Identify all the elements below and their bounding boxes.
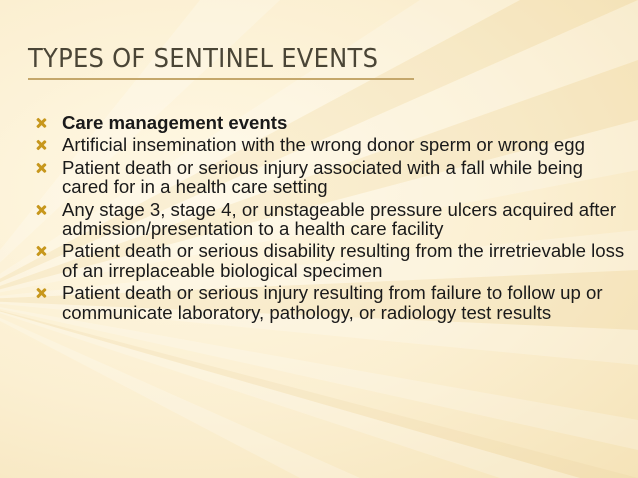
bullet-text: Care management events <box>62 112 288 133</box>
bullet-item <box>36 135 626 154</box>
x-mark-icon <box>36 140 46 150</box>
x-mark-icon <box>36 246 46 256</box>
bullet-text: Patient death or serious disability resulting from the irretrievable loss of an irreplaceable biological specimen <box>62 240 625 281</box>
bullet-text: Patient death or serious injury associated with a fall while being cared for in a health care setting <box>62 156 583 198</box>
bullet-item <box>36 241 626 280</box>
bullet-item <box>36 200 626 239</box>
bullet-item <box>36 113 626 132</box>
bullet-text: Any stage 3, stage 4, or unstageable pressure ulcers acquired after admission/presentation to a health care facility <box>62 198 617 240</box>
x-mark-icon <box>36 118 46 128</box>
x-mark-icon <box>36 288 46 298</box>
bullet-text: Patient death or serious injury resulting from failure to follow up or communicate laboratory, pathology, or radiology test results <box>62 282 603 323</box>
bullet-item <box>36 158 626 197</box>
x-mark-icon <box>36 163 46 173</box>
bullet-list <box>36 113 626 325</box>
x-mark-icon <box>36 205 46 215</box>
title-underline <box>28 78 414 80</box>
slide-title: TYPES OF SENTINEL EVENTS <box>28 44 379 74</box>
bullet-text: Artificial insemination with the wrong donor sperm or wrong egg <box>62 134 585 156</box>
bullet-item <box>36 283 626 322</box>
